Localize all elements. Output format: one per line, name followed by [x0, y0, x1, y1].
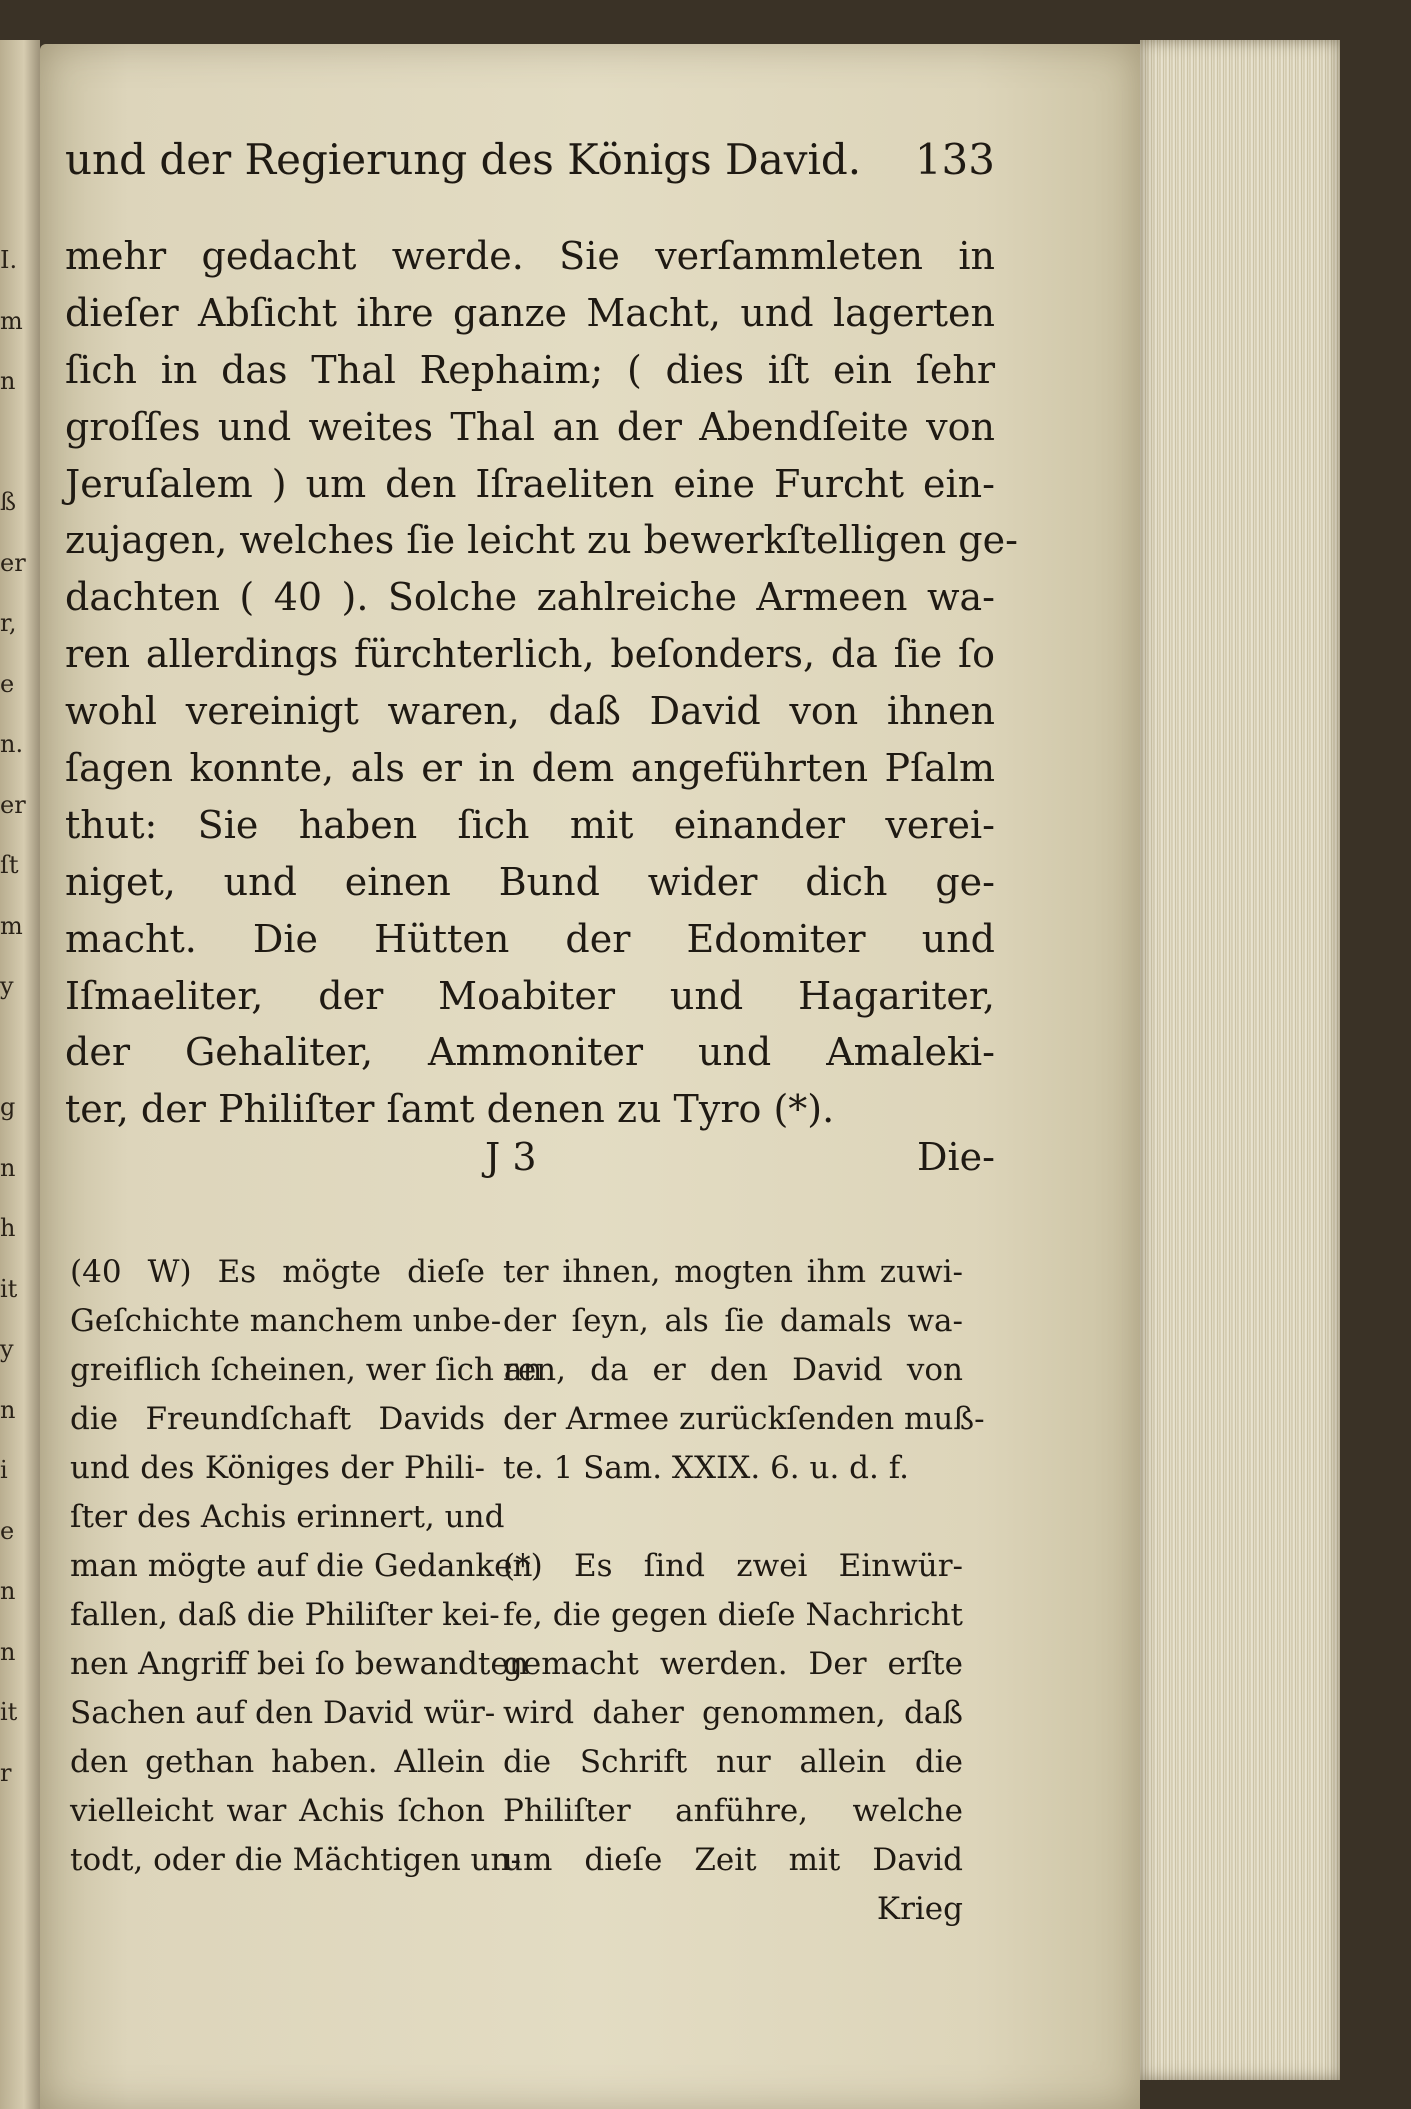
left-page-fragment: it — [0, 1698, 18, 1726]
text-line: zujagen, welches ſie leicht zu bewerkſtelligen ge- — [65, 518, 1018, 563]
running-head — [65, 135, 995, 184]
left-page-fragment: er — [0, 790, 26, 819]
catchword: Die- — [917, 1135, 995, 1179]
footnote-line: Sachen auf den David wür- — [70, 1695, 496, 1731]
footnote-line: ſter des Achis erinnert, und — [70, 1499, 505, 1535]
text-line: ſagen konnte, als er in dem angeführten Pſalm — [65, 746, 995, 791]
left-page-margin-text — [0, 230, 36, 1803]
footnote-line: fe, die gegen dieſe Nachricht — [503, 1597, 963, 1633]
signature-line — [65, 1135, 995, 1195]
signature-mark: J 3 — [485, 1135, 537, 1179]
footnote-line: der Armee zurückſenden muß- — [503, 1401, 985, 1437]
text-line: Jeruſalem ) um den Iſraeliten eine Furcht ein- — [65, 461, 995, 506]
main-text-block — [65, 228, 1018, 1138]
left-page-fragment: h — [0, 1214, 16, 1242]
text-line: Iſmaeliter, der Moabiter und Hagariter, — [65, 973, 995, 1018]
text-line: dachten ( 40 ). Solche zahlreiche Armeen wa- — [65, 575, 995, 620]
footnote-line: fallen, daß die Philiſter kei- — [70, 1597, 500, 1633]
footnote-line: der ſeyn, als ſie damals wa- — [503, 1303, 963, 1339]
footnote-gap — [503, 1493, 963, 1542]
footnote-line: Krieg — [876, 1891, 963, 1927]
footnote-line: ren, da er den David von — [503, 1352, 963, 1388]
left-page-fragment: n — [0, 1395, 16, 1424]
text-line: niget, und einen Bund wider dich ge- — [65, 859, 995, 904]
left-page-fragment: I. — [0, 246, 18, 274]
footnote-line: die Schrift nur allein die — [503, 1744, 963, 1780]
text-line: thut: Sie haben ſich mit einander verei- — [65, 802, 995, 847]
left-page-fragment: g — [0, 1093, 16, 1121]
text-line: wohl vereinigt waren, daß David von ihnen — [65, 689, 995, 734]
left-page-fragment: e — [0, 1516, 15, 1545]
footnote-line: und des Königes der Phili- — [70, 1450, 485, 1486]
text-line: ren allerdings fürchterlich, beſonders, da ſie ſo — [65, 632, 995, 677]
left-page-fragment: ſt — [0, 851, 19, 879]
page-number: 133 — [914, 135, 995, 184]
footnote-right-column — [503, 1248, 985, 1934]
footnote-line: den gethan haben. Allein — [70, 1744, 485, 1780]
running-head-title: und der Regierung des Königs David. — [65, 135, 862, 184]
left-page-fragment: n. — [0, 730, 24, 758]
text-line: groſſes und weites Thal an der Abendſeite von — [65, 404, 995, 449]
footnote-line: (40 W) Es mögte dieſe — [70, 1254, 485, 1290]
footnote-line: todt, oder die Mächtigen un- — [70, 1842, 521, 1878]
left-page-fragment: r — [0, 1758, 12, 1787]
footnote-line: wird daher genommen, daß — [503, 1695, 963, 1731]
footnote-line: (*) Es ſind zwei Einwür- — [503, 1548, 963, 1584]
left-page-fragment: er — [0, 548, 26, 577]
left-page-fragment: y — [0, 972, 14, 1000]
footnote-line: vielleicht war Achis ſchon — [70, 1793, 485, 1829]
left-page-fragment: y — [0, 1335, 14, 1363]
text-line: ſich in das Thal Rephaim; ( dies iſt ein ſehr — [65, 347, 995, 392]
left-page-fragment — [0, 1017, 36, 1078]
footnote-line: um dieſe Zeit mit David — [503, 1842, 963, 1878]
footnote-line: Geſchichte manchem unbe- — [70, 1303, 502, 1339]
text-line: dieſer Abſicht ihre ganze Macht, und lagerten — [65, 290, 995, 335]
left-page-fragment — [0, 412, 36, 473]
left-page-fragment: n — [0, 1637, 16, 1666]
left-page-fragment: i — [0, 1456, 8, 1484]
page-stack-edges — [1140, 40, 1340, 2080]
left-page-fragment: e — [0, 669, 15, 698]
background — [1340, 0, 1411, 2109]
footnote-line: ter ihnen, mogten ihm zuwi- — [503, 1254, 963, 1290]
text-line: macht. Die Hütten der Edomiter und — [65, 916, 995, 961]
footnote-line: Philiſter anführe, welche — [503, 1793, 963, 1829]
text-line: ter, der Philiſter ſamt denen zu Tyro (*). — [65, 1087, 835, 1132]
footnote-line: die Freundſchaft Davids — [70, 1401, 485, 1437]
footnote-line: gemacht werden. Der erſte — [503, 1646, 963, 1682]
text-line: der Gehaliter, Ammoniter und Amaleki- — [65, 1030, 995, 1075]
footnote-line: greiflich ſcheinen, wer ſich an — [70, 1352, 543, 1388]
left-page-fragment: n — [0, 1577, 16, 1605]
left-page-fragment: r, — [0, 609, 17, 637]
left-page-fragment: n — [0, 1153, 16, 1182]
footnote-line: te. 1 Sam. XXIX. 6. u. d. f. — [503, 1450, 909, 1486]
footnote-line: man mögte auf die Gedanken — [70, 1548, 533, 1584]
left-page-fragment: it — [0, 1274, 18, 1303]
left-page-fragment: n — [0, 367, 16, 395]
left-page-fragment: m — [0, 911, 23, 940]
footnote-left-column — [70, 1248, 543, 1885]
footnote-line: nen Angriff bei ſo bewandten — [70, 1646, 529, 1682]
left-page-fragment: ß — [0, 488, 17, 516]
text-line: mehr gedacht werde. Sie verſammleten in — [65, 234, 995, 278]
left-page-fragment: m — [0, 306, 23, 335]
